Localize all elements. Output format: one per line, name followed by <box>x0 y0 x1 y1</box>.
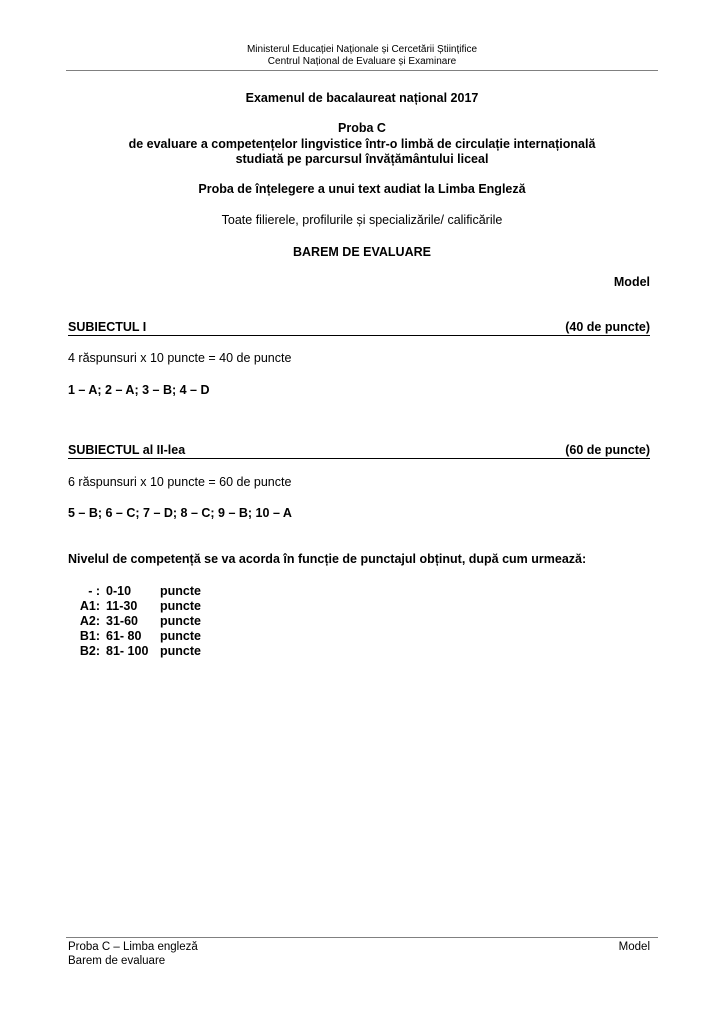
subiect2-formula: 6 răspunsuri x 10 puncte = 60 de puncte <box>68 475 292 489</box>
level-unit: puncte <box>160 584 201 598</box>
level-row <box>66 614 201 629</box>
filiere-text: Toate filierele, profilurile și specializările/ calificările <box>221 213 503 227</box>
level-range: 61- 80 <box>106 629 142 643</box>
level-range: 0-10 <box>106 584 132 598</box>
level-row <box>66 629 201 644</box>
level-code: A2: <box>79 614 100 628</box>
proba-description-line2: studiată pe parcursul învățământului liceal <box>235 152 489 166</box>
level-unit: puncte <box>160 629 201 643</box>
header-divider <box>66 70 658 71</box>
model-label: Model <box>613 275 650 289</box>
center-name: Centrul Național de Evaluare și Examinare <box>267 56 457 67</box>
level-row <box>66 584 201 599</box>
competence-intro: Nivelul de competență se va acorda în funcție de punctajul obținut, după cum urmează: <box>68 552 587 566</box>
subiect2-points: (60 de puncte) <box>565 443 650 457</box>
footer-subject: Proba C – Limba engleză <box>68 941 198 953</box>
subiect1-label: SUBIECTUL I <box>68 320 147 334</box>
exam-title: Examenul de bacalaureat național 2017 <box>245 91 479 105</box>
barem-title: BAREM DE EVALUARE <box>293 245 431 259</box>
footer-divider <box>66 937 658 938</box>
subiect1-heading <box>68 320 650 336</box>
ministry-name: Ministerul Educației Naționale și Cercetării Științifice <box>246 44 478 55</box>
level-row <box>66 599 201 614</box>
level-code: - : <box>88 584 100 598</box>
level-range: 81- 100 <box>106 644 149 658</box>
footer-model: Model <box>618 941 650 953</box>
footer-barem: Barem de evaluare <box>68 955 166 967</box>
level-unit: puncte <box>160 614 201 628</box>
subject-title: Proba de înțelegere a unui text audiat la Limba Engleză <box>198 182 526 196</box>
subiect1-points: (40 de puncte) <box>565 320 650 334</box>
subiect2-heading <box>68 443 650 459</box>
subiect2-label: SUBIECTUL al II-lea <box>68 443 186 457</box>
level-code: B2: <box>79 644 100 658</box>
level-range: 11-30 <box>106 599 138 613</box>
subiect1-formula: 4 răspunsuri x 10 puncte = 40 de puncte <box>68 351 292 365</box>
level-unit: puncte <box>160 599 201 613</box>
subiect1-answers: 1 – A; 2 – A; 3 – B; 4 – D <box>68 383 210 397</box>
proba-description-line1: de evaluare a competențelor lingvistice într-o limbă de circulație internațională <box>128 137 596 151</box>
level-code: B1: <box>79 629 100 643</box>
subiect2-answers: 5 – B; 6 – C; 7 – D; 8 – C; 9 – B; 10 – A <box>68 506 292 520</box>
level-row <box>66 644 201 659</box>
competence-levels <box>66 584 201 659</box>
level-range: 31-60 <box>106 614 138 628</box>
level-code: A1: <box>79 599 100 613</box>
level-unit: puncte <box>160 644 201 658</box>
proba-title: Proba C <box>338 121 386 135</box>
